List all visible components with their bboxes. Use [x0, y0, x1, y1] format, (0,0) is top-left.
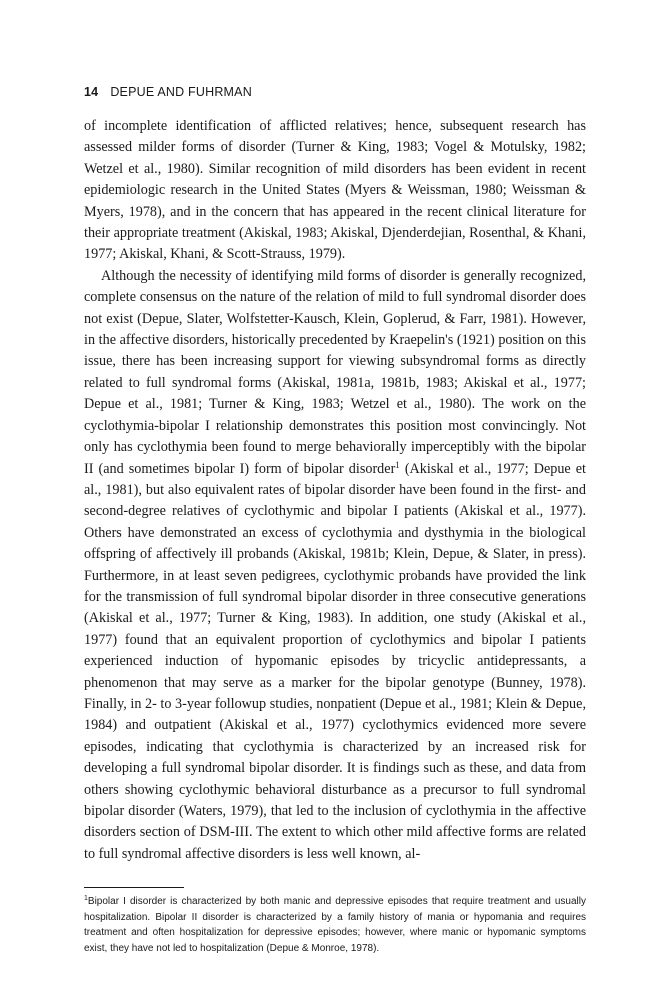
paragraph-continued: of incomplete identification of afflicted relatives; hence, subsequent research has assessed milder forms of disorder (Turner & King, 1983; Vogel & Motulsky, 1982; Wetzel et al., 1980). Similar recognition of mild disorders has been evident in recent epidemiologic research in the United States (Myers & Weissman, 1980; Weissman & Myers, 1978), and in the concern that has appeared in the recent clinical literature for their appropriate treatment (Akiskal, 1983; Akiskal, Djenderdejian, Rosenthal, & Khani, 1977; Akiskal, Khani, & Scott-Strauss, 1979). — [84, 118, 586, 263]
footnote — [84, 894, 586, 956]
running-head — [84, 84, 586, 100]
footnote-reference[interactable]: 1 — [395, 459, 400, 470]
footnote-text: Bipolar I disorder is characterized by both manic and depressive episodes that require treatment and usually hospitalization. Bipolar II disorder is characterized by a family history of mania or hypomania and requires treatment and often hospitalization for depressive episodes; however, where manic or hypomanic symptoms exist, they have not led to hospitalization (Depue & Monroe, 1978). — [84, 896, 586, 954]
author-names: DEPUE AND FUHRMAN — [110, 85, 252, 99]
footnote-divider — [84, 887, 184, 888]
book-page — [84, 84, 586, 957]
footnote-marker: 1 — [84, 895, 88, 903]
body-text — [84, 116, 586, 865]
paragraph-text-part-2: (Akiskal et al., 1977; Depue et al., 1981), but also equivalent rates of bipolar disorder have been found in the first- and second-degree relatives of cyclothymic and bipolar I patients (Akiskal et al., 1977). Others have demonstrated an excess of cyclothymia and dysthymia in the biological offspring of affectively ill probands (Akiskal, 1981b; Klein, Depue, & Slater, in press). Furthermore, in at least seven pedigrees, cyclothymic probands have provided the link for the transmission of full syndromal bipolar disorder in three consecutive generations (Akiskal et al., 1977; Turner & King, 1983). In addition, one study (Akiskal et al., 1977) found that an equivalent proportion of cyclothymics and bipolar I patients experienced induction of hypomanic episodes by tricyclic antidepressants, a phenomenon that may serve as a marker for the bipolar genotype (Bunney, 1978). Finally, in 2- to 3-year followup studies, nonpatient (Depue et al., 1981; Klein & Depue, 1984) and outpatient (Akiskal et al., 1977) cyclothymics evidenced more severe episodes, indicating that cyclothymia is characterized by an increased risk for developing a full syndromal bipolar disorder. It is findings such as these, and data from others showing cyclothymic behavioral disturbance as a precursor to full syndromal bipolar disorder (Waters, 1979), that led to the inclusion of cyclothymia in the affective disorders section of DSM-III. The extent to which other mild affective forms are related to full syndromal affective disorders is less well known, al- — [84, 460, 586, 862]
paragraph-text-part-1: Although the necessity of identifying mild forms of disorder is generally recognized, complete consensus on the nature of the relation of mild to full syndromal disorder does not exist (Depue, Slater, Wolfstetter-Kausch, Klein, Goplerud, & Farr, 1981). However, in the affective disorders, historically precedented by Kraepelin's (1921) position on this issue, there has been increasing support for viewing subsyndromal forms as directly related to full syndromal forms (Akiskal, 1981a, 1981b, 1983; Akiskal et al., 1977; Depue et al., 1981; Turner & King, 1983; Wetzel et al., 1980). The work on the cyclothymia-bipolar I relationship demonstrates this position most convincingly. Not only has cyclothymia been found to merge behaviorally imperceptibly with the bipolar II (and sometimes bipolar I) form of bipolar disorder — [84, 267, 586, 477]
paragraph-mild-forms — [84, 266, 586, 865]
page-number: 14 — [84, 85, 99, 99]
